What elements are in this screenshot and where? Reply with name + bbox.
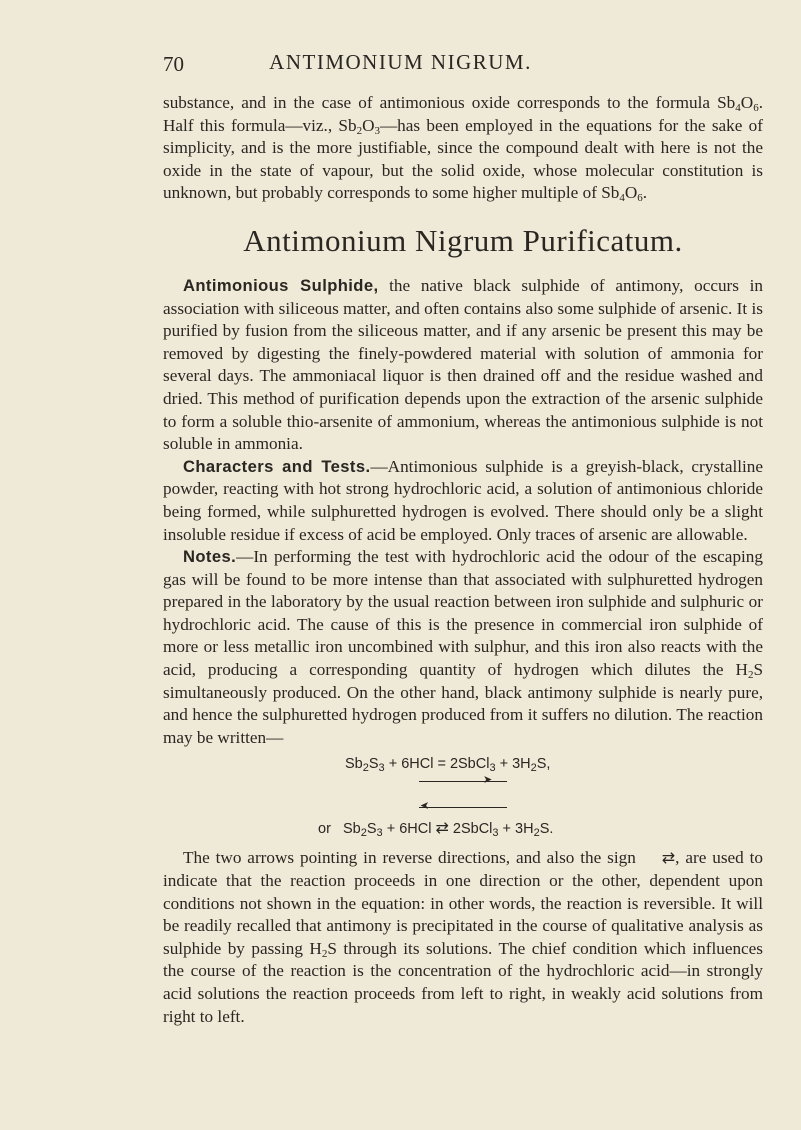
running-title: ANTIMONIUM NIGRUM. [269,50,532,74]
equation-2: or $Sb_2S_3 + 6HCl$ ⇄ 2SbCl$_3$ + $3H_2S$. [318,818,554,840]
equations-block [163,749,763,801]
equation-2-block [163,801,763,847]
page-body [163,92,763,1028]
paragraph-antimonious-sulphide: Antimonious Sulphide, the native black sulphide of antimony, occurs in association with siliceous matter, and often contains also some sulphide of arsenic. It is purified by fusion from the siliceous matter, and if any arsenic be present this may be removed by digesting the finely-powdered material with solution of ammonia for several days. The ammoniacal liquor is then drained off and the residue washed and dried. This method of purification depends upon the extraction of the arsenic sulphide to form a soluble thio-arsenite of ammonium, whereas the antimonious sulphide is not soluble in ammonia. [163,275,764,454]
lead-term: Notes. [183,547,237,567]
equation-1: $Sb_2S_3 + 6HCl$ = 2SbCl$_3$ + $3H_2S$, [345,756,551,775]
page-number: 70 [163,52,184,76]
lead-term: Characters and Tests. [183,456,371,476]
reversible-sign-icon: ⇄ [435,818,449,838]
reversible-sign-icon: ⇄ [661,848,676,868]
paragraph-characters-tests: Characters and Tests.—Antimonious sulphide is a greyish-black, crystalline powder, reacting with hot strong hydrochloric acid, a solution of antimonious chloride being formed, while sulphuretted hydrogen is evolved. There should only be a slight insoluble residue if excess of acid be employed. Only traces of arsenic are allowable. [163,456,763,544]
forward-arrow-line [419,781,507,782]
reverse-arrow-head: ➤ [420,800,430,813]
section-title: Antimonium Nigrum Purificatum. [243,222,683,258]
paragraph-reversible: The two arrows pointing in reverse directions, and also the sign ⇄, are used to indicate that the reaction proceeds in one direction or the other, dependent upon conditions not shown in the equation: in other words, the reaction is reversible. It will be readily recalled that antimony is precipitated in the course of qualitative analysis as sulphide by passing $H_2S$ through its solutions. The chief condition which influences the course of the reaction is the concentration of the hydrochloric acid—in strongly acid solutions the reaction proceeds from left to right, in weakly acid solutions from right to left. [163,848,764,1026]
forward-arrow-head: ➤ [483,774,493,787]
paragraph-notes: Notes.—In performing the test with hydrochloric acid the odour of the escaping gas will be found to be more intense than that associated with sulphuretted hydrogen prepared in the laboratory by the usual reaction between iron sulphide and sulphuric or hydrochloric acid. The cause of this is the presence in commercial iron sulphide of more or less metallic iron uncombined with sulphur, and this iron also reacts with the acid, producing a corresponding quantity of hydrogen which dilutes the $H_2S$ simultaneously produced. On the other hand, black antimony sulphide is nearly pure, and hence the sulphuretted hydrogen produced from it suffers no dilution. The reaction may be written— [163,547,763,747]
lead-term: Antimonious Sulphide, [183,275,379,295]
reverse-arrow-line [419,807,507,808]
intro-paragraph: substance, and in the case of antimonious oxide corresponds to the formula $Sb_4O_6$. Half this formula—viz., $Sb_2O_3—has$ been employed in the equations for the sake of simplicity, and is the more justifiable, since the compound dealt with here is not the oxide in the state of vapour, but the solid oxide, whose molecular constitution is unknown, but probably corresponds to some higher multiple of $Sb_4O_6$. [163,93,763,205]
